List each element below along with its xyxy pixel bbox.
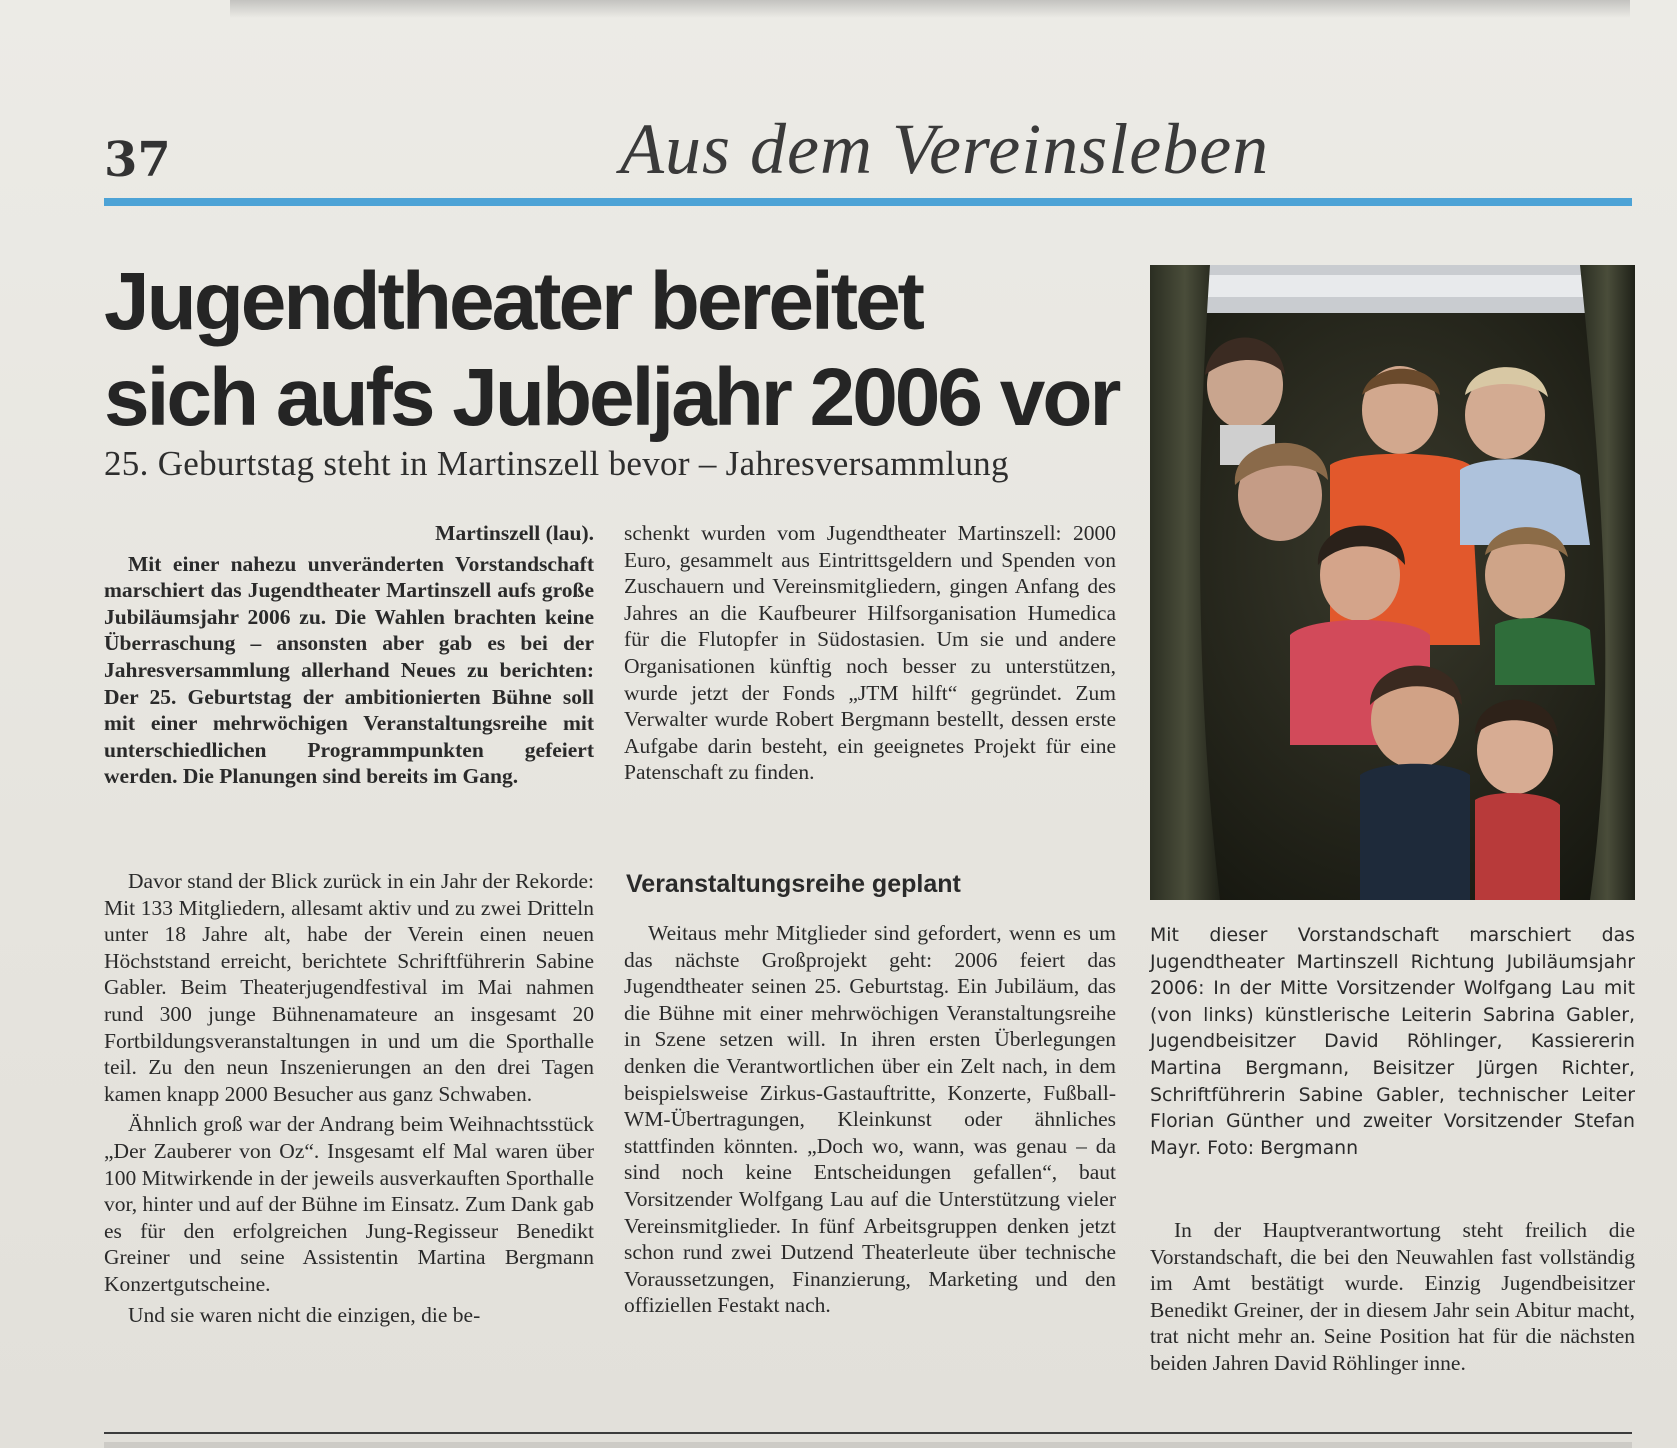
subheading: Veranstaltungsreihe geplant [626,870,961,898]
paragraph: Davor stand der Blick zurück in ein Jahr der Rekorde: Mit 133 Mitgliedern, allesamt aktiv und zu zwei Dritteln unter 18 Jahre alt, habe der Verein einen neuen Höchststand erreicht, berichtete Schriftführerin Sabine Gabler. Beim Theaterjugendfestival im Mai nahmen rund 300 junge Bühnenamateure an insgesamt 20 Fortbildungsveranstaltungen in und um die Sporthalle teil. Zu den neun Inszenierungen an den drei Tagen kamen knapp 2000 Besucher aus ganz Schwaben. [104,869,594,1106]
footer-shadow [104,1442,1632,1448]
column-2-top [624,520,1116,786]
headline-line-2: sich aufs Jubeljahr 2006 vor [104,352,1119,443]
header-rule [104,198,1632,206]
paragraph: Und sie waren nicht die einzigen, die be- [128,1302,481,1327]
bleed-through-shadow [230,0,1630,18]
lead-block [104,520,594,790]
paragraph: Weitaus mehr Mitglieder sind gefordert, wenn es um das nächste Großprojekt geht: 2006 feiert das Jugendtheater seinen 25. Geburtstag. Ein Jubiläum, das die Bühne mit einer mehrwöchigen Veranstaltungsreihe in Szene setzen will. In ihren ersten Überlegungen denken die Verantwortlichen über ein Zelt nach, in dem beispielsweise Zirkus-Gastauftritte, Konzerte, Fußball-WM-Übertragungen, Kleinkunst oder ähnliches stattfinden könnten. „Doch wo, wann, was genau – da sind noch keine Entscheidungen gefallen“, baut Vorsitzender Wolfgang Lau auf die Unterstützung vieler Vereinsmitglieder. In fünf Arbeitsgruppen denken jetzt schon rund zwei Dutzend Theaterleute über technische Voraussetzungen, Finanzierung, Marketing und den offiziellen Festakt nach. [624,921,1116,1318]
group-photo [1150,265,1635,900]
paragraph: schenkt wurden vom Jugendtheater Martinszell: 2000 Euro, gesammelt aus Eintrittsgeldern und Spenden von Zuschauern und Vereinsmitgliedern, gingen Anfang des Jahres an die Kaufbeurer Hilfsorganisation Humedica für die Flutopfer in Südostasien. Um sie und andere Organisationen künftig noch besser zu unterstützen, wurde jetzt der Fonds „JTM hilft“ gegründet. Zum Verwalter wurde Robert Bergmann bestellt, dessen erste Aufgabe darin besteht, ein geeignetes Projekt für eine Patenschaft zu finden. [624,521,1116,785]
column-1-body [104,868,594,1328]
headline [104,254,1124,446]
photo-caption: Mit dieser Vorstandschaft marschiert das Jugendtheater Martinszell Richtung Jubiläumsjahr 2006: In der Mitte Vorsitzender Wolfgang Lau mit (von links) künstlerische Leiterin Sabrina Gabler, Jugendbeisitzer David Röhlinger, Kassiererin Martina Bergmann, Beisitzer Jürgen Richter, Schriftführerin Sabine Gabler, technischer Leiter Florian Günther und zweiter Vorsitzender Stefan Mayr. Foto: Bergmann [1150,924,1635,1159]
column-3-body [1150,1217,1635,1377]
page-number: 37 [104,132,171,188]
footer-rule [104,1432,1632,1434]
column-2-body [624,920,1116,1319]
group-photo-illustration [1150,265,1635,900]
headline-line-1: Jugendtheater bereitet [104,256,922,347]
lead-paragraph: Mit einer nahezu unveränderten Vorstandschaft marschiert das Jugendtheater Martinszell aufs große Jubiläumsjahr 2006 zu. Die Wahlen brachten keine Überraschung – ansonsten aber gab es bei der Jahresversammlung allerhand Neues zu berichten: Der 25. Geburtstag der ambitionierten Bühne soll mit einer mehrwöchigen Veranstaltungsreihe mit unterschiedlichen Programmpunkten gefeiert werden. Die Planungen sind bereits im Gang. [104,551,594,789]
section-title: Aus dem Vereinsleben [620,109,1270,189]
dateline: Martinszell (lau). [435,521,594,545]
subheadline: 25. Geburtstag steht in Martinszell bevor – Jahresversammlung [104,444,1009,483]
paragraph: Ähnlich groß war der Andrang beim Weihnachtsstück „Der Zauberer von Oz“. Insgesamt elf Mal waren über 100 Mitwirkende in der jeweils ausverkauften Sporthalle vor, hinter und auf der Bühne im Einsatz. Zum Dank gab es für den erfolgreichen Jung-Regisseur Benedikt Greiner und seine Assistentin Martina Bergmann Konzertgutscheine. [104,1112,594,1296]
paragraph: In der Hauptverantwortung steht freilich die Vorstandschaft, die bei den Neuwahlen fast vollständig im Amt bestätigt wurde. Einzig Jugendbeisitzer Benedikt Greiner, der in diesem Jahr sein Abitur macht, trat nicht mehr an. Seine Position hat für die nächsten beiden Jahren David Röhlinger inne. [1150,1218,1635,1375]
bleed-through-text [190,118,570,180]
